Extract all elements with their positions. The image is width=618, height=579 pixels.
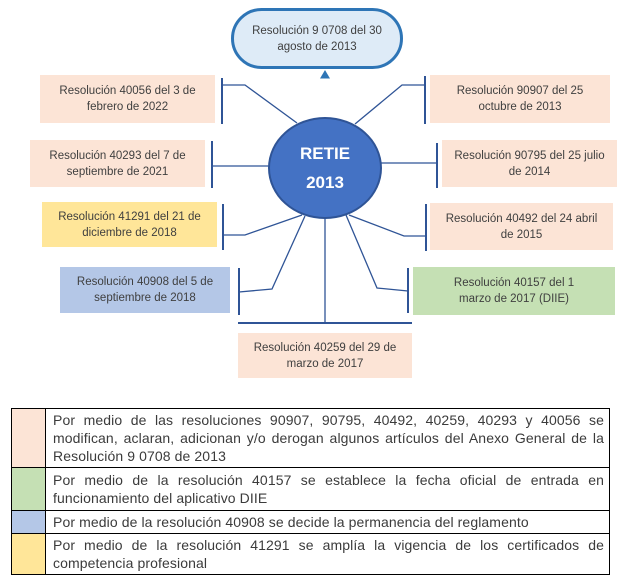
legend-swatch-yellow [12,534,46,575]
legend-row-permanencia [12,511,610,534]
node-resolucion-41291: Resolución 41291 del 21 de diciembre de 2018 [42,202,217,247]
node-resolucion-40259: Resolución 40259 del 29 de marzo de 2017 [238,333,412,378]
legend-swatch-green [12,468,46,511]
node-resolucion-40056: Resolución 40056 del 3 de febrero de 2022 [40,75,215,123]
node-resolucion-90795: Resolución 90795 del 25 julio de 2014 [442,140,617,187]
node-resolucion-40157: Resolución 40157 del 1 marzo de 2017 (DIIE) [413,267,615,315]
node-resolucion-40492: Resolución 40492 del 24 abril de 2015 [430,203,613,250]
hub-retie-2013 [268,117,382,219]
node-resolucion-40908: Resolución 40908 del 5 de septiembre de 2018 [60,267,230,313]
hub-title: RETIE [299,143,351,163]
legend-row-vigencia [12,534,610,575]
legend-text-modifications: Por medio de las resoluciones 90907, 90795, 40492, 40259, 40293 y 40056 se modifican, aclaran, adicionan y/o derogan algunos artículos del Anexo General de la Resolución 9 0708 de 2013 [46,409,610,468]
up-arrow-icon [320,70,330,79]
hub-year: 2013 [306,172,344,192]
node-resolucion-40293: Resolución 40293 del 7 de septiembre de 2021 [30,140,205,187]
legend-swatch-peach [12,409,46,468]
legend-text-diie: Por medio de la resolución 40157 se establece la fecha oficial de entrada en funcionamiento del aplicativo DIIE [46,468,610,511]
node-resolucion-9-0708: Resolución 9 0708 del 30 agosto de 2013 [231,8,403,69]
node-resolucion-90907: Resolución 90907 del 25 octubre de 2013 [430,75,610,123]
legend-table [11,408,610,575]
legend-row-diie [12,468,610,511]
legend-row-modifications [12,409,610,468]
legend-swatch-blue [12,511,46,534]
legend-text-permanencia: Por medio de la resolución 40908 se decide la permanencia del reglamento [46,511,610,534]
legend-text-vigencia: Por medio de la resolución 41291 se amplía la vigencia de los certificados de competencia profesional [46,534,610,575]
